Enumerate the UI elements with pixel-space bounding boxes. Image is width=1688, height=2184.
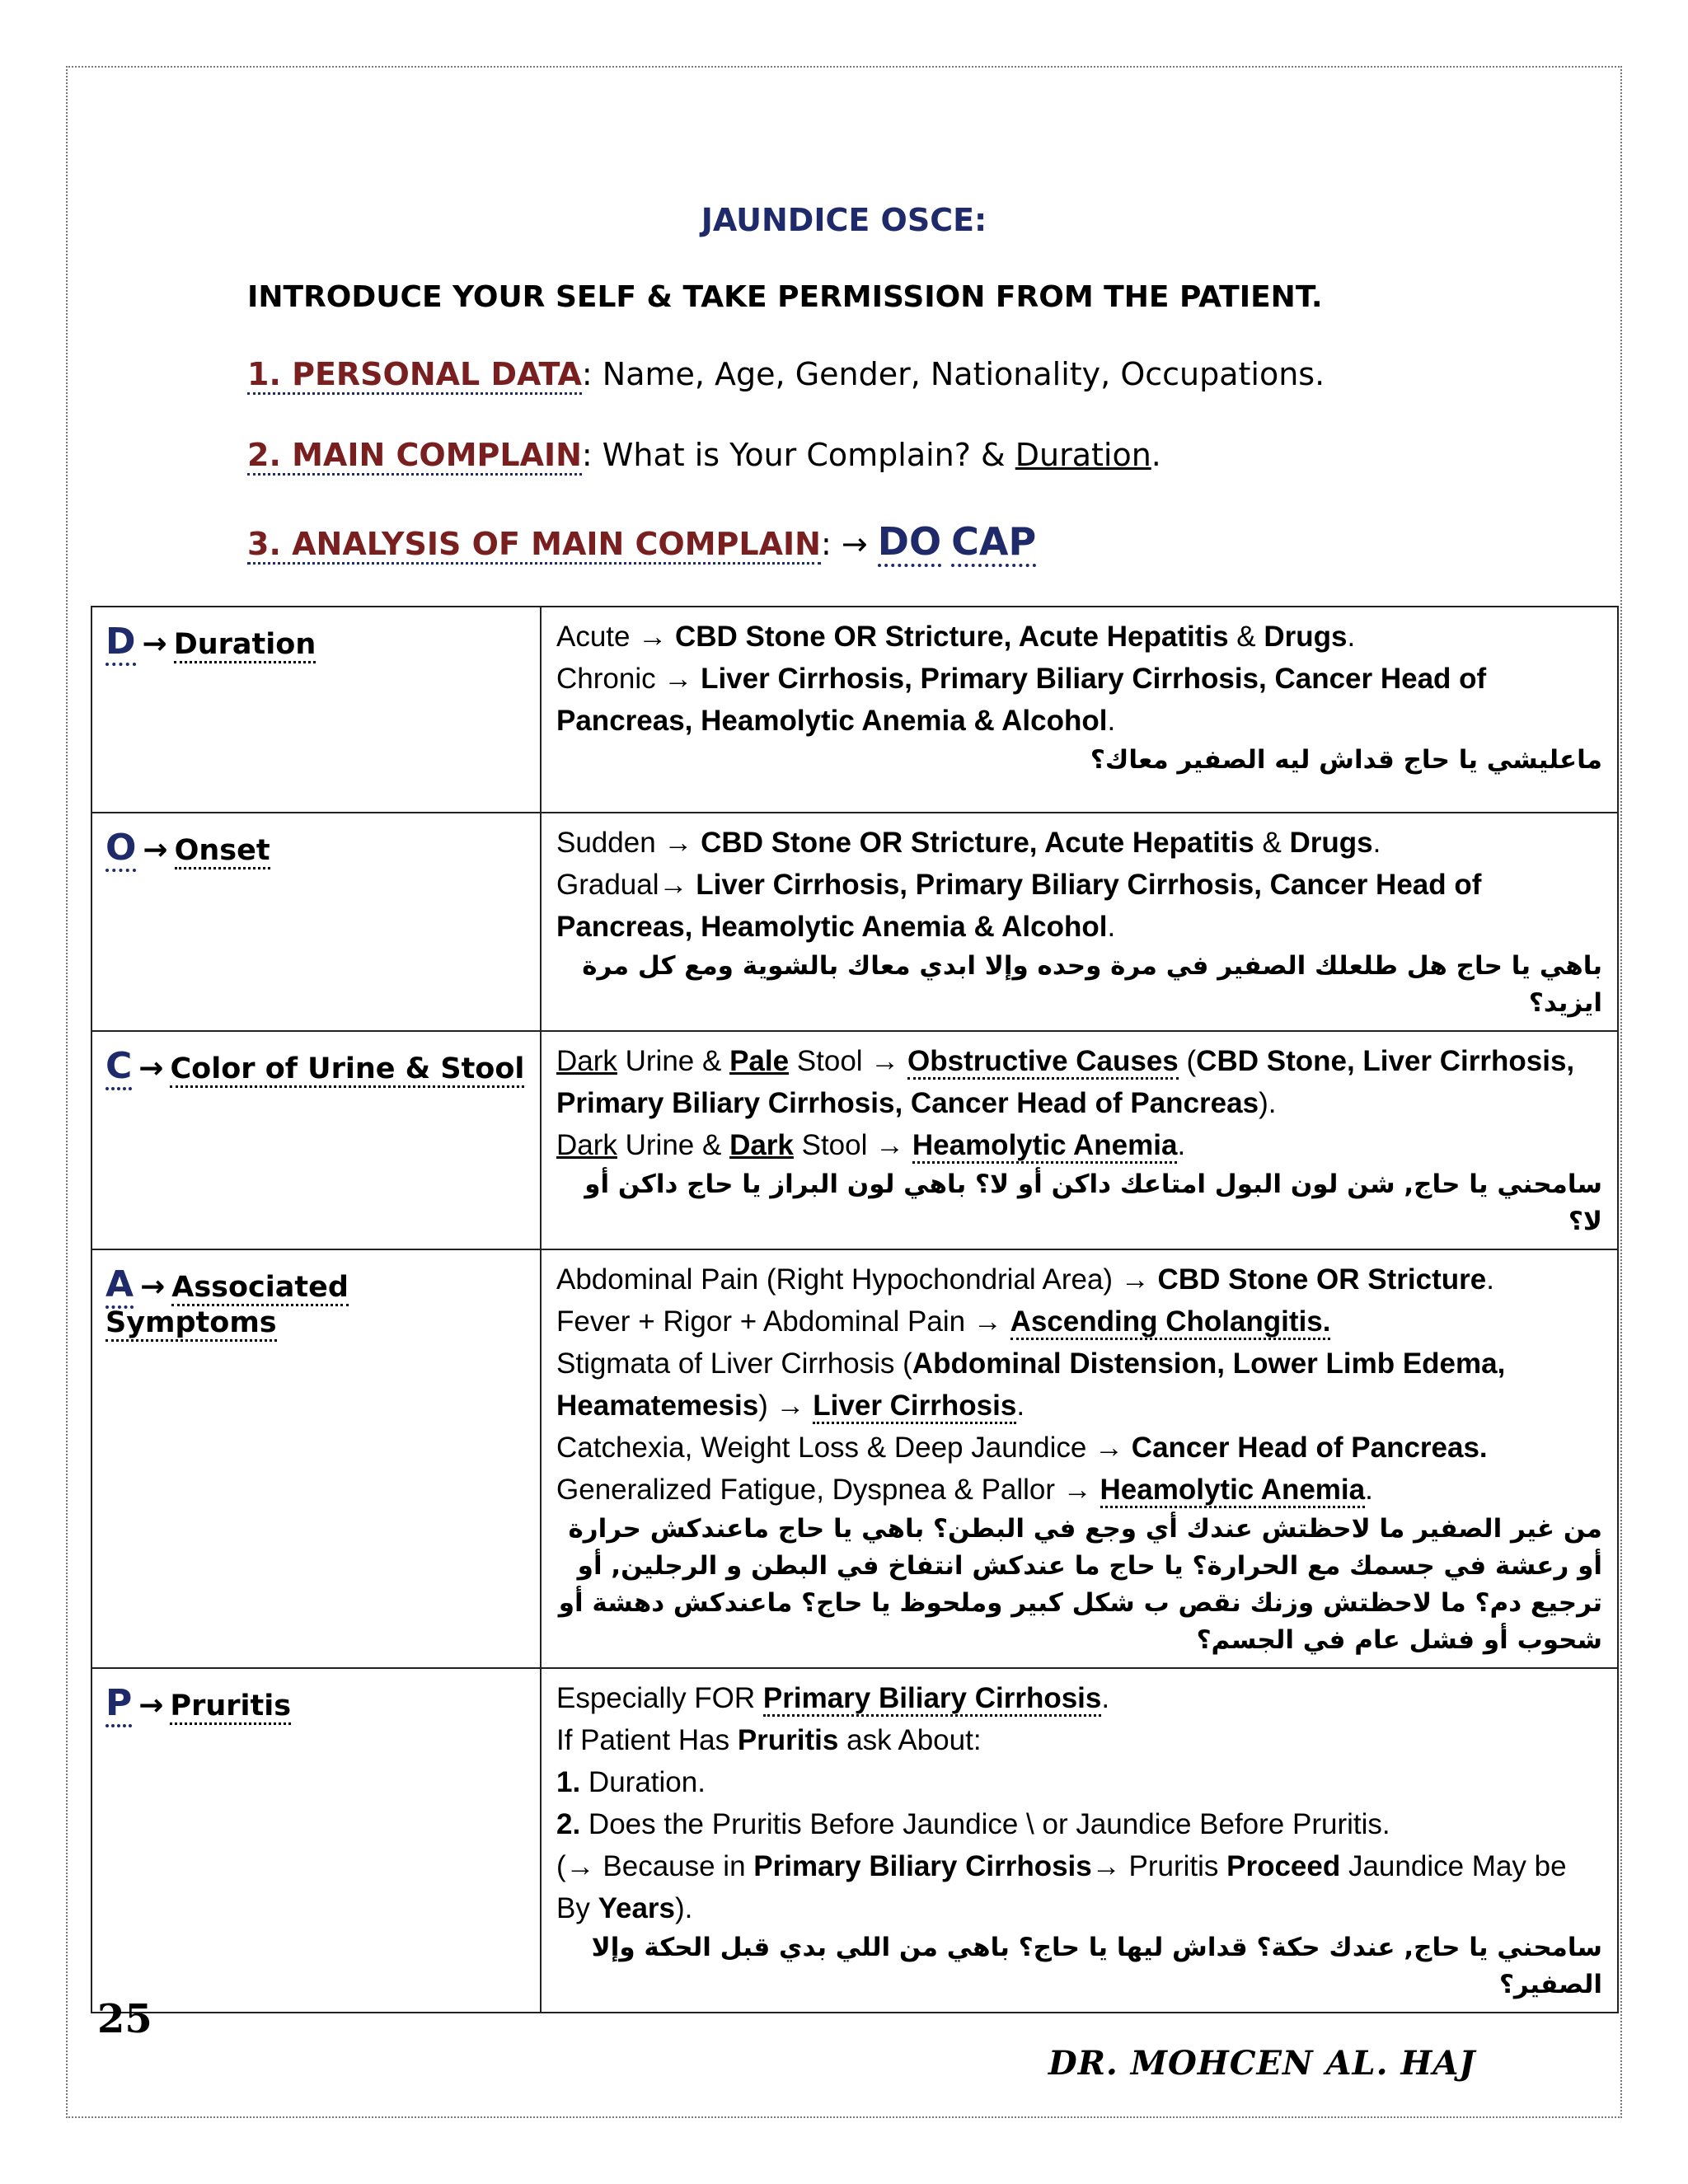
row-label-pruritis [91, 1668, 541, 2013]
arabic-color-question: سامحني يا حاج, شن لون البول امتاعك داكن أو لا؟ باهي لون البراز يا حاج داكن أو لا؟ [584, 1169, 1602, 1236]
color-label: Color of Urine & Stool [170, 1052, 524, 1088]
row-content-onset [541, 813, 1618, 1031]
arrow-icon: → [973, 1305, 1002, 1338]
table-row-pruritis [91, 1668, 1618, 2013]
assoc-line-2 [556, 1301, 1602, 1343]
assoc-line-1 [556, 1258, 1602, 1301]
do-word: DO [878, 519, 941, 567]
text: If Patient Has [556, 1724, 738, 1756]
text: ( [1178, 1045, 1197, 1077]
text: ). [1259, 1087, 1277, 1119]
text: 2. [556, 1808, 581, 1840]
author-signature: DR. MOHCEN AL. HAJ [1048, 2044, 1476, 2083]
text: Jaundice May be By [556, 1850, 1567, 1924]
text: Does the Pruritis Before Jaundice \ or Jaundice Before Pruritis. [580, 1808, 1390, 1840]
table-row-duration [91, 607, 1618, 813]
intro-text: INTRODUCE YOUR SELF & TAKE PERMISSION FROM THE PATIENT. [247, 280, 1323, 314]
main-complain-heading [247, 437, 1161, 473]
text: . [1486, 1263, 1494, 1296]
pruritis-line-1 [556, 1677, 1602, 1719]
arrow-icon: → [875, 1129, 905, 1161]
text: ( [556, 1850, 566, 1882]
text: Duration. [580, 1766, 706, 1798]
text: ask About: [838, 1724, 982, 1756]
text: Dark [556, 1129, 617, 1161]
arrow-icon: → [1062, 1474, 1092, 1506]
row-label-onset [91, 813, 541, 1031]
main-complain-label: 2. MAIN COMPLAIN [247, 437, 582, 476]
text: Drugs [1264, 621, 1348, 653]
text: Dark [729, 1129, 794, 1161]
arrow-icon: → [143, 833, 168, 867]
text: Abdominal Pain (Right Hypochondrial Area) [556, 1263, 1121, 1296]
text: Obstructive Causes [907, 1045, 1179, 1080]
letter-d: D [106, 621, 136, 666]
letter-p: P [106, 1682, 132, 1727]
personal-data-text: : Name, Age, Gender, Nationality, Occupations. [581, 356, 1325, 392]
text: Fever + Rigor + Abdominal Pain [556, 1305, 973, 1338]
row-content-pruritis [541, 1668, 1618, 2013]
duration-chronic-line [556, 658, 1602, 742]
text: CBD Stone OR Stricture, Acute Hepatitis [701, 827, 1254, 859]
table-row-associated [91, 1249, 1618, 1668]
text: Generalized Fatigue, Dyspnea & Pallor [556, 1474, 1063, 1506]
arabic-associated-question: من غير الصفير ما لاحظتش عندك أي وجع في البطن؟ باهي يا حاج ماعندكش حرارة أو رعشة في جسمك مع الحرارة؟ يا حاج ما عندكش انتفاخ في البطن و الرجلين, أو ترجيع دم؟ ما لاحظتش وزنك نقص ب شكل كبير وملحوظ يا حاج؟ ماعندكش دهشة أو شحوب أو فشل عام في الجسم؟ [558, 1514, 1602, 1655]
arrow-icon: → [1095, 1432, 1124, 1464]
assoc-line-4 [556, 1427, 1602, 1469]
text: . [1347, 621, 1356, 653]
letter-o: O [106, 827, 136, 872]
pruritis-label: Pruritis [170, 1690, 291, 1725]
text: . [1016, 1390, 1025, 1422]
arrow-icon: → [638, 621, 668, 653]
text: . [1365, 1474, 1373, 1506]
arrow-icon: → [138, 1052, 164, 1085]
text: Primary Biliary Cirrhosis [763, 1682, 1101, 1717]
text: Years [598, 1892, 676, 1924]
text: Stool [793, 1129, 876, 1161]
text: Drugs [1289, 827, 1373, 859]
arrow-icon: → [659, 869, 688, 901]
personal-data-heading [247, 356, 1325, 392]
text: . [1372, 827, 1381, 859]
text: Ascending Cholangitis. [1010, 1305, 1331, 1340]
text: Pruritis [1120, 1850, 1227, 1882]
text: Abdominal Distension, Lower Limb Edema, Heamatemesis [556, 1347, 1506, 1422]
text: Catchexia, Weight Loss & Deep Jaundice [556, 1432, 1095, 1464]
text: 1. [556, 1766, 581, 1798]
arrow-icon: → [870, 1045, 900, 1077]
pruritis-line-5 [556, 1845, 1602, 1929]
text: Gradual [556, 869, 659, 901]
duration-word: Duration [1015, 437, 1151, 473]
associated-label: Associated Symptoms [106, 1271, 349, 1342]
table-row-color [91, 1031, 1618, 1249]
analysis-label: 3. ANALYSIS OF MAIN COMPLAIN [247, 526, 821, 565]
row-label-associated [91, 1249, 541, 1668]
text: Pruritis [737, 1724, 839, 1756]
row-content-color [541, 1031, 1618, 1249]
text: Pale [729, 1045, 790, 1077]
pruritis-line-3 [556, 1761, 1602, 1803]
duration-label: Duration [174, 628, 316, 663]
onset-sudden-line [556, 822, 1602, 864]
arrow-icon: → [142, 627, 167, 661]
text: Liver Cirrhosis, Primary Biliary Cirrhosis, Cancer Head of Pancreas, Heamolytic Anemia & Alcohol [556, 869, 1482, 943]
arrow-icon: → [1120, 1263, 1150, 1296]
row-label-duration [91, 607, 541, 813]
text: Urine & [617, 1129, 730, 1161]
text: Heamolytic Anemia [1100, 1474, 1366, 1508]
arrow-icon: → [776, 1390, 805, 1422]
text: Heamolytic Anemia [912, 1129, 1178, 1164]
text: Primary Biliary Cirrhosis [753, 1850, 1092, 1882]
analysis-heading [247, 519, 1036, 564]
text: ). [675, 1892, 693, 1924]
table-row-onset [91, 813, 1618, 1031]
text: CBD Stone OR Stricture [1157, 1263, 1487, 1296]
text: CBD Stone, Liver Cirrhosis, Primary Biliary Cirrhosis, Cancer Head of Pancreas [556, 1045, 1575, 1119]
pruritis-line-2 [556, 1719, 1602, 1761]
text: Liver Cirrhosis, Primary Biliary Cirrhosis, Cancer Head of Pancreas, Heamolytic Anemia & Alcohol [556, 663, 1487, 737]
onset-label: Onset [175, 834, 270, 869]
arrow-icon: → [1091, 1850, 1121, 1882]
text: Stool [789, 1045, 871, 1077]
letter-c: C [106, 1045, 132, 1090]
assoc-line-3 [556, 1343, 1602, 1427]
text: Because in [594, 1850, 754, 1882]
page-number: 25 [97, 1996, 152, 2042]
arrow-icon: → [565, 1850, 595, 1882]
row-label-color [91, 1031, 541, 1249]
text: . [1107, 705, 1116, 737]
row-content-associated [541, 1249, 1618, 1668]
text: Acute [556, 621, 639, 653]
pruritis-line-4 [556, 1803, 1602, 1845]
text: Liver Cirrhosis [813, 1390, 1016, 1424]
text: & [1228, 621, 1264, 653]
text: . [1177, 1129, 1186, 1161]
text: Urine & [617, 1045, 730, 1077]
text: Chronic [556, 663, 664, 695]
arabic-duration-question: ماعليشي يا حاج قداش ليه الصفير معاك؟ [1090, 745, 1602, 775]
text: CBD Stone OR Stricture, Acute Hepatitis [674, 621, 1229, 653]
arrow-icon: → [140, 1270, 166, 1304]
text: Stigmata of Liver Cirrhosis ( [556, 1347, 912, 1380]
docap-table [91, 606, 1619, 2013]
text: Cancer Head of Pancreas. [1131, 1432, 1488, 1464]
arrow-icon: → [663, 827, 693, 859]
arrow-icon: → [663, 663, 693, 695]
main-complain-text: : What is Your Complain? & [581, 437, 1015, 473]
assoc-line-5 [556, 1469, 1602, 1511]
arabic-pruritis-question: سامحني يا حاج, عندك حكة؟ قداش ليها يا حاج؟ باهي من اللي بدي قبل الحكة وإلا الصفير؟ [591, 1933, 1602, 1999]
text: & [1254, 827, 1290, 859]
text: ) [758, 1390, 776, 1422]
onset-gradual-line [556, 864, 1602, 948]
row-content-duration [541, 607, 1618, 813]
color-pale-line [556, 1040, 1602, 1124]
cap-word: CAP [951, 519, 1036, 567]
text: Especially FOR [556, 1682, 763, 1714]
text: Proceed [1226, 1850, 1341, 1882]
analysis-arrow-text: : → [820, 526, 878, 562]
text: . [1107, 911, 1116, 943]
personal-data-label: 1. PERSONAL DATA [247, 356, 582, 395]
text: Dark [556, 1045, 617, 1077]
text: . [1101, 1682, 1110, 1714]
page-title: JAUNDICE OSCE: [701, 202, 987, 238]
arrow-icon: → [138, 1689, 164, 1722]
letter-a: A [106, 1263, 134, 1309]
period: . [1151, 437, 1161, 473]
text: Sudden [556, 827, 664, 859]
color-dark-line [556, 1124, 1602, 1166]
arabic-onset-question: باهي يا حاج هل طلعلك الصفير في مرة وحده وإلا ابدي معاك بالشوية ومع كل مرة ايزيد؟ [582, 951, 1602, 1018]
duration-acute-line [556, 616, 1602, 658]
